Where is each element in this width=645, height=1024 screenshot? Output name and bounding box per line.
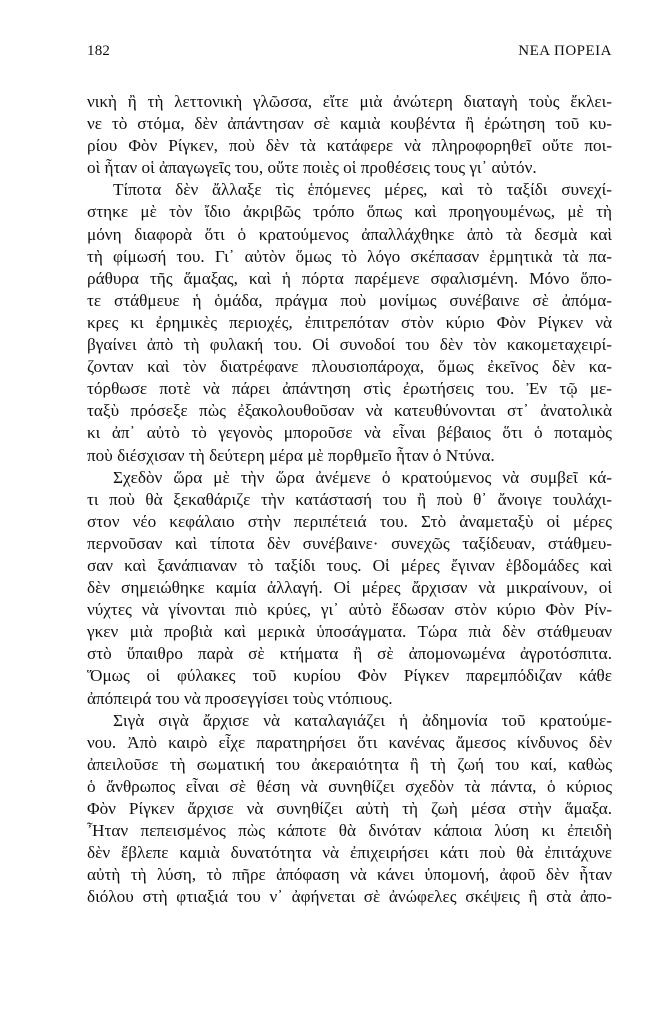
page-number: 182 — [87, 43, 111, 59]
text-line: στηκε μὲ τὸν ἴδιο ἀκριβῶς τρόπο ὅπως καὶ προηγουμένως, μὲ τὴ — [87, 202, 612, 222]
text-line: γκεν μιὰ προβιὰ καὶ μερικὰ ὑποσάγματα. Τώρα πιὰ δὲν στάθμευαν — [87, 622, 612, 642]
page-header — [87, 43, 612, 65]
text-line: τὴ φίμωσή του. Γι᾿ αὐτὸν ὅμως τὸ λόγο σκέπασαν ἑρμητικὰ τὰ πα- — [87, 246, 612, 266]
text-line: ζονταν καὶ τὸν διατρέφανε πλουσιοπάροχα, ὅμως ἐκεῖνος δὲν κα- — [87, 357, 612, 377]
text-line: στὸ ὕπαιθρο παρὰ σὲ κτήματα ἢ σὲ ἀπομονωμένα ἀγροτόσπιτα. — [87, 644, 612, 664]
text-line: αὐτὴ τὴ λύση, τὸ πῆρε ἀπόφαση νὰ κάνει ὑπομονή, ἀφοῦ δὲν ἦταν — [87, 865, 612, 885]
text-line: τόρθωσε ποτὲ νὰ πάρει ἀπάντηση στὶς ἐρωτήσεις του. Ἐν τῷ με- — [87, 379, 612, 399]
body-text — [87, 91, 612, 908]
text-line: κρες κι ἐρημικὲς περιοχές, ἐπιτρεπόταν στὸν κύριο Φὸν Ρίγκεν νὰ — [87, 312, 612, 332]
text-line: ἀπειλοῦσε τὴ σωματική του ἀκεραιότητα ἢ τὴ ζωή του καί, καθὼς — [87, 754, 612, 774]
text-line: ἀπόπειρά του νὰ προσεγγίσει τοὺς ντόπιους. — [87, 688, 393, 708]
text-line: Φὸν Ρίγκεν ἄρχισε νὰ συνηθίζει αὐτὴ τὴ ζωὴ μέσα στὴν ἅμαξα. — [87, 799, 612, 818]
text-line: δὲν σημειώθηκε καμία ἀλλαγή. Οἱ μέρες ἄρχισαν νὰ μικραίνουν, οἱ — [87, 578, 612, 598]
text-line: βγαίνει ἀπὸ τὴ φυλακή του. Οἱ συνοδοί του δὲν τὸν κακομεταχειρί- — [87, 335, 612, 355]
text-line: Τίποτα δὲν ἄλλαξε τὶς ἑπόμενες μέρες, καὶ τὸ ταξίδι συνεχί- — [113, 180, 612, 200]
text-line: οὶ ἦταν οἱ ἀπαγωγεῖς του, οὔτε ποιὲς οἱ προθέσεις τους γι᾿ αὐτόν. — [87, 158, 537, 178]
text-line: νικὴ ἢ τὴ λεττονικὴ γλῶσσα, εἴτε μιὰ ἀνώτερη διαταγὴ τοὺς ἔκλει- — [87, 92, 612, 111]
text-line: Ἦταν πεπεισμένος πὼς κάποτε θὰ δινόταν κάποια λύση κι ἐπειδὴ — [87, 821, 612, 841]
text-line: ράθυρα τῆς ἅμαξας, καὶ ἡ πόρτα παρέμενε σφαλισμένη. Μόνο ὅπο- — [87, 268, 612, 288]
text-line: κι ἀπ᾿ αὐτὸ τὸ γεγονὸς μποροῦσε νὰ εἶναι βέβαιος ὅτι ὁ ποταμὸς — [87, 423, 612, 443]
text-line: Σχεδὸν ὥρα μὲ τὴν ὥρα ἀνέμενε ὁ κρατούμενος νὰ συμβεῖ κά- — [113, 467, 612, 487]
text-line: νύχτες νὰ γίνονται πιὸ κρύες, γι᾿ αὐτὸ ἔδωσαν στὸν κύριο Φὸν Ρίν- — [87, 600, 612, 620]
text-line: ταξὺ πρόσεξε πὼς ἐξακολουθοῦσαν νὰ κατευθύνονται στ᾿ ἀνατολικὰ — [87, 401, 612, 421]
text-line: σαν καὶ ξανάπιαναν τὸ ταξίδι τους. Οἱ μέρες ἔγιναν ἑβδομάδες καὶ — [87, 555, 612, 575]
text-line: περνοῦσαν καὶ τίποτα δὲν συνέβαινε· συνεχῶς ταξίδευαν, στάθμευ- — [87, 533, 612, 553]
text-line: Σιγὰ σιγὰ ἄρχισε νὰ καταλαγιάζει ἡ ἀδημονία τοῦ κρατούμε- — [113, 710, 612, 730]
text-line: ρίου Φὸν Ρίγκεν, ποὺ δὲν τὰ κατάφερε νὰ πληροφορηθεῖ οὔτε ποι- — [87, 136, 612, 156]
text-line: τι ποὺ θὰ ξεκαθάριζε τὴν κατάστασή του ἢ ποὺ θ᾿ ἄνοιγε τουλάχι- — [87, 489, 612, 509]
text-line: τε στάθμευε ἡ ὁμάδα, πράγμα ποὺ μονίμως συνέβαινε σὲ ἀπόμα- — [87, 290, 612, 310]
text-line: νε τὸ στόμα, δὲν ἀπάντησαν σὲ καμιὰ κουβέντα ἢ ἐρώτηση τοῦ κυ- — [87, 114, 612, 134]
text-line: Ὅμως οἱ φύλακες τοῦ κυρίου Φὸν Ρίγκεν παρεμπόδιζαν κάθε — [87, 666, 612, 686]
text-line: ποὺ διέσχισαν τὴ δεύτερη μέρα μὲ πορθμεῖο ἦταν ὁ Ντύνα. — [87, 445, 495, 465]
text-line: στον νέο κεφάλαιο στὴν περιπέτειά του. Στὸ ἀναμεταξὺ οἱ μέρες — [87, 511, 612, 531]
text-line: νου. Ἀπὸ καιρὸ εἶχε παρατηρήσει ὅτι κανένας ἄμεσος κίνδυνος δὲν — [87, 732, 612, 752]
text-line: δὲν ἔβλεπε καμιὰ δυνατότητα νὰ ἐπιχειρήσει κάτι ποὺ θὰ ἐπιτάχυνε — [87, 843, 612, 863]
text-line: μόνη διαφορὰ ὅτι ὁ κρατούμενος ἀπαλλάχθηκε ἀπὸ τὰ δεσμὰ καὶ — [87, 224, 612, 244]
text-line: διόλου στὴ φτιαξιά του ν᾿ ἀφήνεται σὲ ἀνώφελες σκέψεις ἢ στὰ ἀπο- — [87, 887, 612, 907]
text-line: ὁ ἄνθρωπος εἶναι σὲ θέση νὰ συνηθίζει σχεδὸν τὰ πάντα, ὁ κύριος — [87, 776, 612, 796]
running-title: ΝΕΑ ΠΟΡΕΙΑ — [518, 43, 612, 59]
